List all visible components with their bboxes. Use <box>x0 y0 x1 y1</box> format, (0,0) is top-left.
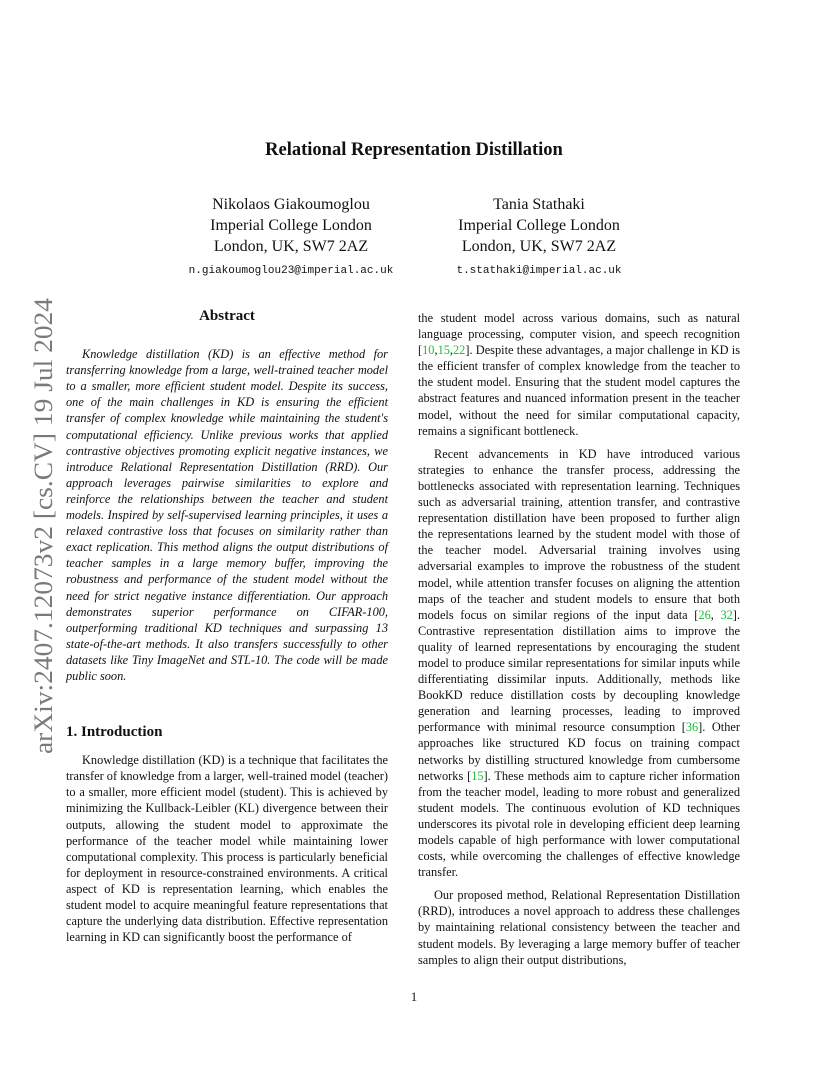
introduction-heading: 1. Introduction <box>66 724 163 741</box>
author-block-2 <box>406 194 672 279</box>
introduction-paragraph-2: Recent advancements in KD have introduced various strategies to enhance the transfer process, addressing the bottlenecks associated with representation learning. Techniques such as adversarial training, attention transfer, and contrastive representation distillation have been proposed to further align the representations learned by the student model with those of the teacher model. Adversarial training involves using adversarial examples to improve the robustness of the student model, while attention transfer focuses on aligning the attention maps of the teacher and student models to ensure that both models focus on similar regions of the input data [26, 32]. Contrastive representation distillation aims to improve the quality of learned representations by encouraging the student model to produce similar representations for similar inputs while differentiating dissimilar inputs. Additionally, methods like BookKD reduce distillation costs by decoupling knowledge generation and learning processes, leading to improved performance with minimal resource consumption [36]. Other approaches like structured KD focus on training compact networks by distilling structured knowledge from cumbersome networks [15]. These methods aim to capture richer information from the teacher model, leading to more robust and generalized student models. The continuous evolution of KD techniques underscores its pivotal role in developing efficient deep learning models capable of high performance with lower computational costs, while overcoming the challenges of effective knowledge transfer. <box>418 446 740 880</box>
author-name: Tania Stathaki <box>493 196 585 213</box>
introduction-paragraph-continued: the student model across various domains, such as natural language processing, computer vision, and speech recognition [10,15,22]. Despite these advantages, a major challenge in KD is the efficient transfer of complex knowledge from the teacher to the student model. Ensuring that the student model captures the abstract features and nuanced information present in the teacher model, without the need for similar computational capacity, remains a significant bottleneck. <box>418 311 740 438</box>
abstract-text: Knowledge distillation (KD) is an effective method for transferring knowledge from a large, well-trained teacher model to a smaller, more efficient student model. Despite its success, one of the main challenges in KD is ensuring the efficient transfer of complex knowledge while maintaining the student's computational efficiency. Unlike previous works that applied contrastive objectives promoting explicit negative instances, we introduce Relational Representation Distillation (RRD). Our approach leverages pairwise similarities to explore and reinforce the relationships between the teacher and student models. Inspired by self-supervised learning principles, it uses a relaxed contrastive loss that focuses on similarity rather than exact replication. This method aligns the output distributions of teacher samples in a large memory buffer, improving the robustness and performance of the student model without the need for strict negative instance differentiation. Our approach demonstrates superior performance on CIFAR-100, outperforming traditional KD techniques and surpassing 13 state-of-the-art methods. It also transfers successfully to other datasets like Tiny ImageNet and STL-10. The code will be made public soon. <box>66 347 388 683</box>
citation-link[interactable]: 22 <box>453 343 466 358</box>
author-email[interactable]: n.giakoumoglou23@imperial.ac.uk <box>188 265 394 277</box>
citation-link[interactable]: 15 <box>437 343 450 358</box>
author-name: Nikolaos Giakoumoglou <box>212 196 370 213</box>
left-column <box>66 308 388 952</box>
citation-link[interactable]: 26 <box>698 607 711 622</box>
citation-link[interactable]: 10 <box>422 343 435 358</box>
author-location: London, UK, SW7 2AZ <box>461 238 617 255</box>
author-location: London, UK, SW7 2AZ <box>213 238 369 255</box>
author-email[interactable]: t.stathaki@imperial.ac.uk <box>456 265 622 277</box>
citation-link[interactable]: 36 <box>685 720 699 735</box>
arxiv-identifier-stamp <box>20 296 64 756</box>
abstract-heading: Abstract <box>199 308 255 324</box>
citation-link[interactable]: 32 <box>720 607 733 622</box>
introduction-paragraph-3: Our proposed method, Relational Representation Distillation (RRD), introduces a novel approach to address these challenges by maintaining relational consistency between the teacher and student models. By leveraging a large memory buffer of teacher samples to align their output distributions, <box>418 888 740 967</box>
page-number: 1 <box>410 990 418 1004</box>
author-affiliation: Imperial College London <box>458 217 620 234</box>
introduction-paragraph-1: Knowledge distillation (KD) is a technique that facilitates the transfer of knowledge from a larger, well-trained model (teacher) to a smaller, more efficient model (student). This is achieved by minimizing the Kullback-Leibler (KL) divergence between their outputs, allowing the student model to approximate the performance of the teacher model while maintaining lower computational complexity. This process is particularly beneficial for deployment in resource-constrained environments. A critical aspect of KD is representation learning, which enables the student model to acquire meaningful feature representations that capture the underlying data distribution. Effective representation learning in KD can significantly boost the performance of <box>66 753 388 945</box>
arxiv-stamp-text: arXiv:2407.12073v2 [cs.CV] 19 Jul 2024 <box>29 322 58 754</box>
paper-title: Relational Representation Distillation <box>265 140 563 160</box>
author-block-1 <box>158 194 424 279</box>
author-affiliation: Imperial College London <box>210 217 372 234</box>
right-column <box>418 310 740 975</box>
citation-link[interactable]: 15 <box>471 768 484 783</box>
